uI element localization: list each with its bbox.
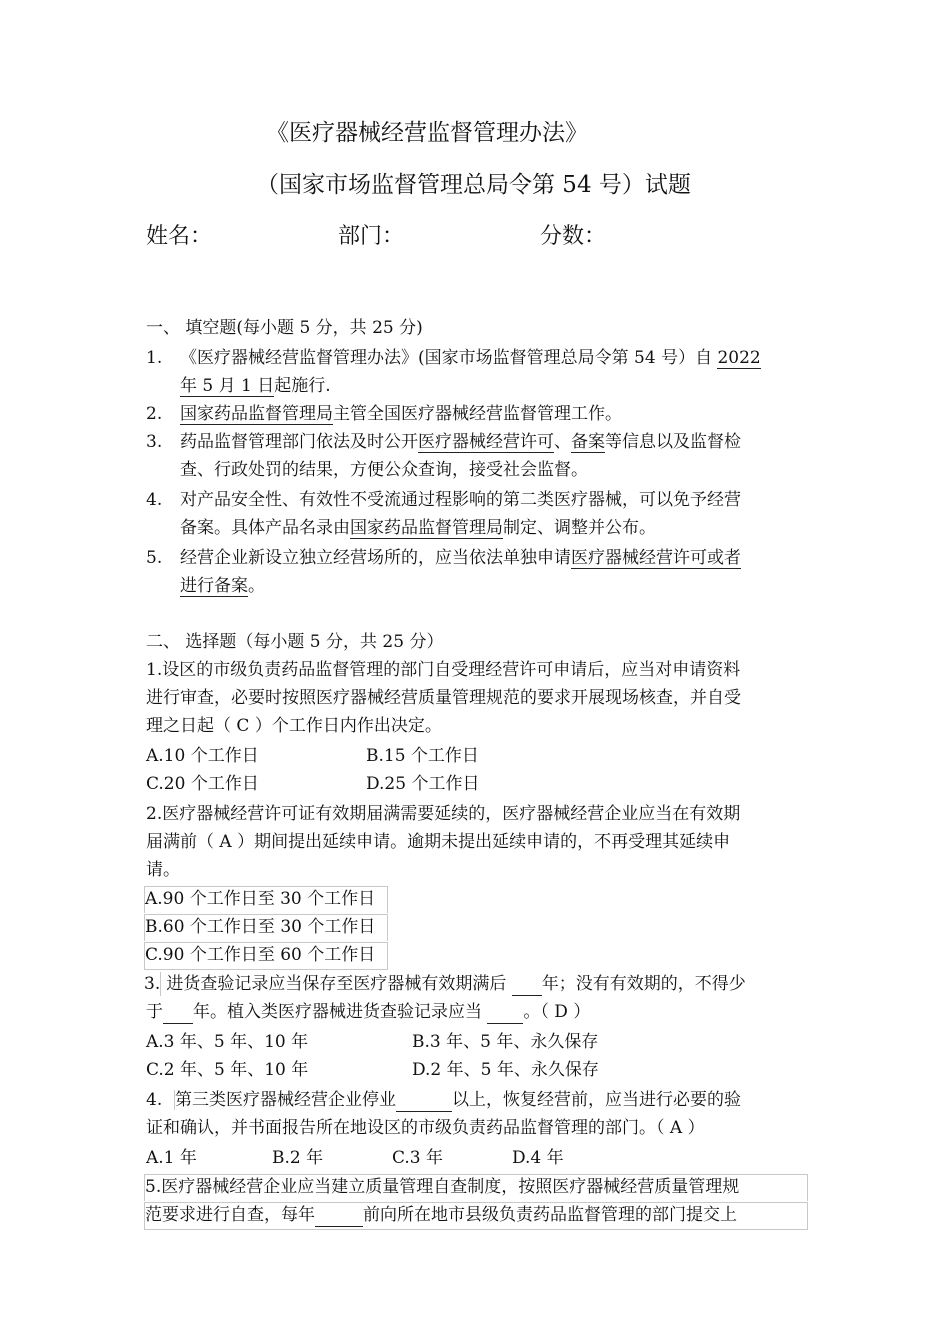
s2-q2-line1: 2.医疗器械经营许可证有效期届满需要延续的，医疗器械经营企业应当在有效期: [146, 804, 741, 824]
s2-q3-option-c: C.2 年、5 年、10 年: [146, 1060, 309, 1080]
s1-q4-line1: [146, 488, 741, 512]
s1-q2-number: 2.: [146, 404, 163, 424]
s1-q1-text-end: 起施行.: [274, 376, 331, 396]
s1-q3-text-b: 等信息以及监督检: [605, 432, 741, 452]
s2-q3-line1: [144, 972, 746, 996]
s1-q1-line1: [146, 346, 761, 370]
score-field-label: 分数：: [540, 224, 607, 249]
doc-title-line1: 《医疗器械经营监督管理办法》: [266, 120, 588, 146]
s1-q1-answer-date: 年 5 月 1 日: [180, 376, 275, 396]
s2-q2-option-b: B.60 个工作日至 30 个工作日: [144, 914, 388, 941]
s1-q3-line2: 查、行政处罚的结果，方便公众查询，接受社会监督。: [180, 460, 588, 480]
s1-q5-line1: [146, 546, 741, 570]
s2-q2-line2: 届满前（ A ）期间提出延续申请。逾期未提出延续申请的，不再受理其延续申: [146, 832, 731, 852]
s1-q4-text-c: 制定、调整并公布。: [503, 518, 656, 538]
name-field-label: 姓名：: [146, 224, 213, 249]
s1-q4-answer: 国家药品监督管理局: [350, 518, 503, 538]
s1-q1-answer-year: 2022: [717, 348, 761, 368]
s1-q3-text: 药品监督管理部门依法及时公开: [180, 432, 418, 452]
s2-q1-option-a: A.10 个工作日: [146, 746, 259, 766]
s1-q3-answer1: 医疗器械经营许可: [418, 432, 554, 452]
s2-q3-text-d: 年。植入类医疗器械进货查验记录应当: [193, 1002, 488, 1022]
s2-q1-option-b: B.15 个工作日: [366, 746, 479, 766]
s2-q3-blank1: [512, 977, 542, 996]
s2-q3-text-a: 进货查验记录应当保存至医疗器械有效期满后: [161, 974, 512, 994]
s2-q5-text-b: 前向所在地市县级负责药品监督管理的部门提交上: [363, 1205, 737, 1225]
s2-q3-number: 3.: [144, 974, 161, 994]
s2-q3-option-b: B.3 年、5 年、永久保存: [412, 1032, 599, 1052]
s2-q4-option-d: D.4 年: [512, 1148, 564, 1168]
s1-q5-text-end: 。: [248, 576, 265, 596]
department-field-label: 部门：: [338, 224, 405, 249]
s1-q2-answer: 国家药品监督管理局: [180, 404, 333, 424]
s1-q2-line1: [146, 402, 622, 426]
s1-q3-sep: 、: [554, 432, 571, 452]
s2-q4-number: 4.: [146, 1090, 163, 1110]
s2-q1-line1: 1.设区的市级负责药品监督管理的部门自受理经营许可申请后，应当对申请资料: [146, 660, 741, 680]
s2-q4-line2: 证和确认，并书面报告所在地设区的市级负责药品监督管理的部门。（ A ）: [146, 1118, 705, 1138]
s1-q5-number: 5.: [146, 548, 163, 568]
section1-heading: 一、 填空题(每小题 5 分，共 25 分): [146, 318, 423, 338]
s2-q2-option-c: C.90 个工作日至 60 个工作日: [144, 942, 388, 970]
s2-q3-option-a: A.3 年、5 年、10 年: [146, 1032, 309, 1052]
s2-q3-blank3: [487, 1005, 523, 1024]
s1-q1-line2: [180, 374, 331, 398]
s1-q5-answer2: 进行备案: [180, 576, 248, 596]
s1-q5-answer1: 医疗器械经营许可或者: [571, 548, 741, 568]
s1-q1-number: 1.: [146, 348, 163, 368]
s2-q2-option-a: A.90 个工作日至 30 个工作日: [144, 886, 388, 913]
s1-q4-number: 4.: [146, 490, 163, 510]
s2-q4-text-b: 以上，恢复经营前，应当进行必要的验: [452, 1090, 741, 1110]
s2-q1-option-c: C.20 个工作日: [146, 774, 259, 794]
s2-q3-text-e: 。（ D ）: [523, 1002, 591, 1022]
s2-q1-line2: 进行审查，必要时按照医疗器械经营质量管理规范的要求开展现场核查，并自受: [146, 688, 741, 708]
s1-q1-text: 《医疗器械经营监督管理办法》(国家市场监督管理总局令第 54 号）自: [180, 348, 718, 368]
s2-q3-text-c: 于: [146, 1002, 163, 1022]
doc-title-line2: （国家市场监督管理总局令第 54 号）试题: [256, 172, 691, 198]
s2-q5-line1: 5.医疗器械经营企业应当建立质量管理自查制度，按照医疗器械经营质量管理规: [144, 1174, 808, 1201]
s1-q3-number: 3.: [146, 432, 163, 452]
s1-q4-text-b: 备案。具体产品名录由: [180, 518, 350, 538]
s2-q5-line2: [144, 1202, 808, 1230]
s2-q4-option-b: B.2 年: [272, 1148, 324, 1168]
s2-q4-option-c: C.3 年: [392, 1148, 444, 1168]
section2-heading: 二、 选择题（每小题 5 分，共 25 分）: [146, 632, 444, 652]
s1-q4-text: 对产品安全性、有效性不受流通过程影响的第二类医疗器械，可以免予经营: [180, 490, 741, 510]
s2-q3-option-d: D.2 年、5 年、永久保存: [412, 1060, 599, 1080]
s1-q3-answer2: 备案: [571, 432, 605, 452]
s1-q2-text: 主管全国医疗器械经营监督管理工作。: [333, 404, 622, 424]
s2-q4-line1: [146, 1088, 741, 1112]
s2-q4-option-a: A.1 年: [146, 1148, 197, 1168]
s2-q5-text-a: 范要求进行自查，每年: [145, 1205, 315, 1225]
s2-q3-text-b: 年；没有有效期的，不得少: [541, 974, 746, 994]
s1-q4-line2: [180, 516, 656, 540]
s2-q4-blank: [396, 1093, 452, 1112]
s2-q1-option-d: D.25 个工作日: [366, 774, 480, 794]
s2-q3-line2: [146, 1000, 590, 1024]
s2-q5-blank: [315, 1208, 363, 1227]
s2-q4-text-a: 第三类医疗器械经营企业停业: [175, 1090, 396, 1110]
s1-q5-text: 经营企业新设立独立经营场所的，应当依法单独申请: [180, 548, 571, 568]
s1-q3-line1: [146, 430, 741, 454]
s2-q1-line3: 理之日起（ C ）个工作日内作出决定。: [146, 716, 442, 736]
s1-q5-line2: [180, 574, 265, 598]
s2-q2-line3: 请。: [146, 860, 180, 880]
s2-q3-blank2: [163, 1005, 193, 1024]
